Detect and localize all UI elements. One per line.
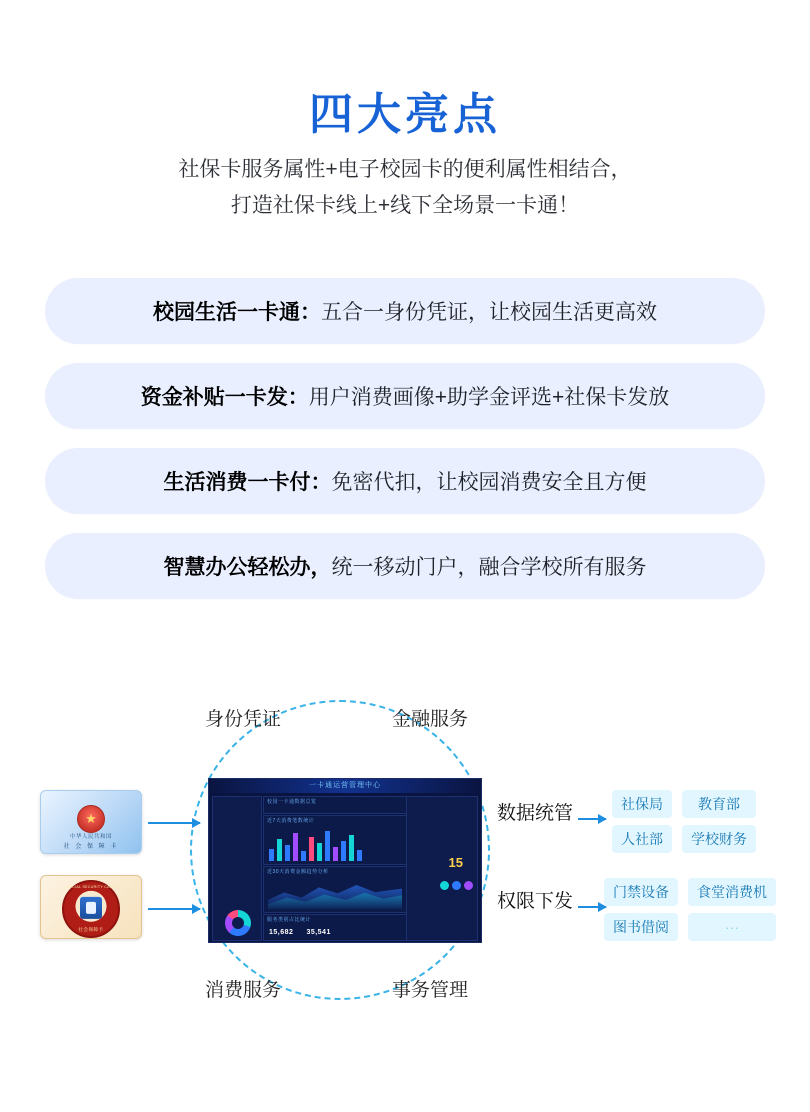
chip-library-borrowing[interactable]: 图书借阅: [604, 913, 678, 941]
highlight-item-1-rest: 五合一身份凭证，让校园生活更高效: [321, 301, 657, 324]
dashboard-kpi-row: [269, 929, 331, 936]
label-data-governance: 数据统管: [497, 803, 574, 824]
dashboard-panel-category: [263, 914, 407, 941]
subtitle-line-2: 打造社保卡线上+线下全场景一卡通！: [230, 194, 580, 217]
dashboard-panel-trend: [263, 866, 407, 913]
highlight-item-4-rest: 统一移动门户，融合学校所有服务: [331, 556, 647, 579]
id-card-line-2: 社 会 保 障 卡: [63, 844, 119, 850]
page-title: 四大亮点: [309, 90, 501, 139]
id-card-line-1: 中华人民共和国: [69, 834, 112, 840]
social-security-seal-icon: [62, 880, 120, 938]
dashboard-status-dots: [440, 881, 473, 890]
highlight-list: [45, 278, 765, 618]
device-chip-group: [604, 878, 776, 941]
dashboard-kpi-left-value: 15,682: [269, 929, 294, 936]
operations-dashboard-screenshot: [208, 778, 482, 943]
dashboard-kpi-right-value: 35,541: [306, 929, 331, 936]
national-emblem-icon: [77, 805, 105, 833]
dashboard-body: [209, 793, 481, 942]
dashboard-left-column: [212, 796, 262, 941]
label-permission-dispatch: 权限下发: [497, 891, 574, 912]
circle-label-consume: 消费服务: [205, 980, 282, 1001]
chip-ministry-of-hr[interactable]: 人社部: [612, 825, 672, 853]
institution-chip-group: [612, 790, 756, 853]
chip-access-control-device[interactable]: 门禁设备: [604, 878, 678, 906]
social-security-seal-center-icon: [80, 897, 102, 919]
social-security-card-graphic: [40, 875, 142, 939]
chip-social-security-bureau[interactable]: 社保局: [612, 790, 672, 818]
dashboard-panel-overview-caption: 校园一卡通数据总览: [267, 799, 317, 805]
dashboard-badge-number: 15: [448, 855, 463, 870]
dashboard-panel-bars-caption: 近7天消费笔数统计: [267, 818, 315, 824]
dashboard-donut-chart: [225, 910, 251, 936]
highlight-item-2-strong: 资金补贴一卡发：: [140, 386, 309, 409]
arrow-ssc-to-dashboard: [148, 908, 200, 910]
circle-label-identity: 身份凭证: [205, 709, 282, 730]
chip-ministry-of-education[interactable]: 教育部: [682, 790, 756, 818]
dashboard-right-column: [406, 796, 478, 941]
circle-label-finance: 金融服务: [392, 709, 469, 730]
dashboard-panel-category-caption: 服务类别占比统计: [267, 917, 312, 923]
subtitle-line-1: 社保卡服务属性+电子校园卡的便利属性相结合，: [178, 158, 632, 181]
highlight-item-3-strong: 生活消费一卡付：: [163, 471, 332, 494]
dashboard-panel-trend-caption: 近30天消费金额趋势分析: [267, 869, 329, 875]
dashboard-panel-overview: [263, 796, 407, 814]
chip-canteen-pos[interactable]: 食堂消费机: [688, 878, 776, 906]
highlight-item-4: [45, 533, 765, 599]
dashboard-panel-bars: [263, 815, 407, 865]
highlight-item-3: [45, 448, 765, 514]
chip-school-finance[interactable]: 学校财务: [682, 825, 756, 853]
highlight-item-3-rest: 免密代扣，让校园消费安全且方便: [331, 471, 647, 494]
arrow-idcard-to-dashboard: [148, 822, 200, 824]
circle-label-affairs: 事务管理: [392, 980, 469, 1001]
highlight-item-2: [45, 363, 765, 429]
dashboard-bar-chart: [269, 827, 362, 861]
highlight-item-1-strong: 校园生活一卡通：: [153, 301, 321, 324]
dashboard-title: 一卡通运营管理中心: [209, 779, 481, 793]
highlight-item-4-strong: 智慧办公轻松办，: [163, 556, 332, 579]
chip-more[interactable]: ···: [688, 913, 776, 941]
architecture-diagram: [0, 690, 810, 1050]
arrow-to-device-chips: [578, 906, 606, 908]
highlight-item-1: [45, 278, 765, 344]
arrow-to-institution-chips: [578, 818, 606, 820]
highlight-item-2-rest: 用户消费画像+助学金评选+社保卡发放: [308, 386, 670, 409]
page-subtitle: [0, 152, 810, 224]
id-card-graphic: [40, 790, 142, 854]
